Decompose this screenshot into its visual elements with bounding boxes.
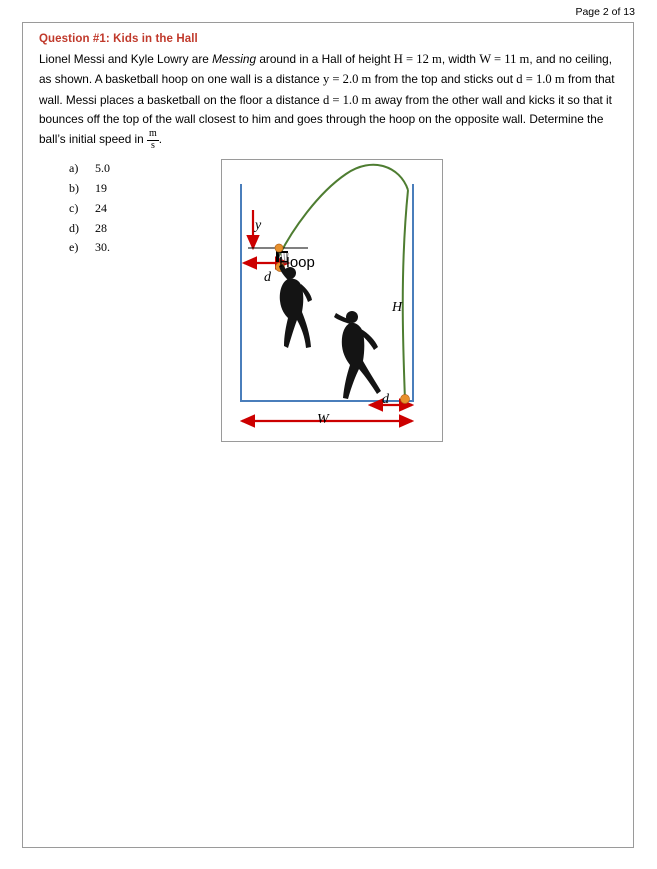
text-part-6: from that wall. Messi places a basketball on the floor a distance bbox=[39, 72, 615, 107]
player-silhouette-dunking bbox=[279, 264, 312, 348]
unit-fraction-m-per-s bbox=[147, 129, 159, 151]
page-header: Page 2 of 13 bbox=[575, 6, 635, 18]
choice-label: e) bbox=[69, 240, 79, 255]
text-part-4: , and no ceiling, as shown. A basketball hoop on one wall is a distance bbox=[39, 52, 612, 87]
question-text bbox=[39, 49, 617, 151]
figure-drawing bbox=[222, 160, 444, 443]
problem-figure bbox=[221, 159, 443, 442]
choice-label: a) bbox=[69, 161, 79, 176]
math-y: y = 2.0 m bbox=[322, 72, 372, 87]
text-part-2: around in a Hall of height bbox=[256, 52, 394, 66]
text-part-7: away from the other wall and kicks it so that it bounces off the top of the wall closest to him and goes through the hoop on the opposite wall. Determine the ball’s initial speed in bbox=[39, 92, 612, 147]
choice-label: c) bbox=[69, 200, 79, 215]
fraction-numerator: m bbox=[149, 128, 157, 140]
figure-label-W: W bbox=[317, 412, 329, 427]
question-title: Question #1: Kids in the Hall bbox=[39, 33, 198, 45]
fraction-denominator: s bbox=[147, 140, 159, 152]
text-emphasis-messing: Messing bbox=[212, 52, 257, 66]
basketball-at-hoop bbox=[275, 244, 283, 252]
choice-label: b) bbox=[69, 181, 79, 196]
player-silhouette-kicking bbox=[334, 311, 381, 399]
math-height: H = 12 m bbox=[393, 52, 442, 66]
figure-label-d-top: d bbox=[264, 270, 271, 285]
choice-value: 5.0 bbox=[95, 161, 110, 176]
figure-label-hoop: Hoop bbox=[279, 254, 315, 271]
choice-value: 28 bbox=[95, 220, 107, 235]
text-part-1: Lionel Messi and Kyle Lowry are bbox=[39, 52, 213, 66]
math-width: W = 11 m bbox=[479, 52, 530, 66]
basketball-on-floor bbox=[401, 395, 410, 404]
figure-label-d-bottom: d bbox=[382, 392, 389, 407]
math-d-top: d = 1.0 m bbox=[516, 72, 565, 87]
text-part-5: from the top and sticks out bbox=[371, 72, 517, 87]
figure-label-y: y bbox=[255, 218, 262, 233]
choice-value: 19 bbox=[95, 181, 107, 196]
figure-label-H: H bbox=[392, 300, 403, 315]
choice-label: d) bbox=[69, 220, 79, 235]
text-part-8: . bbox=[158, 132, 163, 147]
text-part-3: , width bbox=[441, 52, 480, 66]
page-frame bbox=[22, 22, 634, 848]
choice-value: 30. bbox=[95, 240, 110, 255]
choice-value: 24 bbox=[95, 200, 107, 215]
math-d-bottom: d = 1.0 m bbox=[322, 92, 372, 107]
